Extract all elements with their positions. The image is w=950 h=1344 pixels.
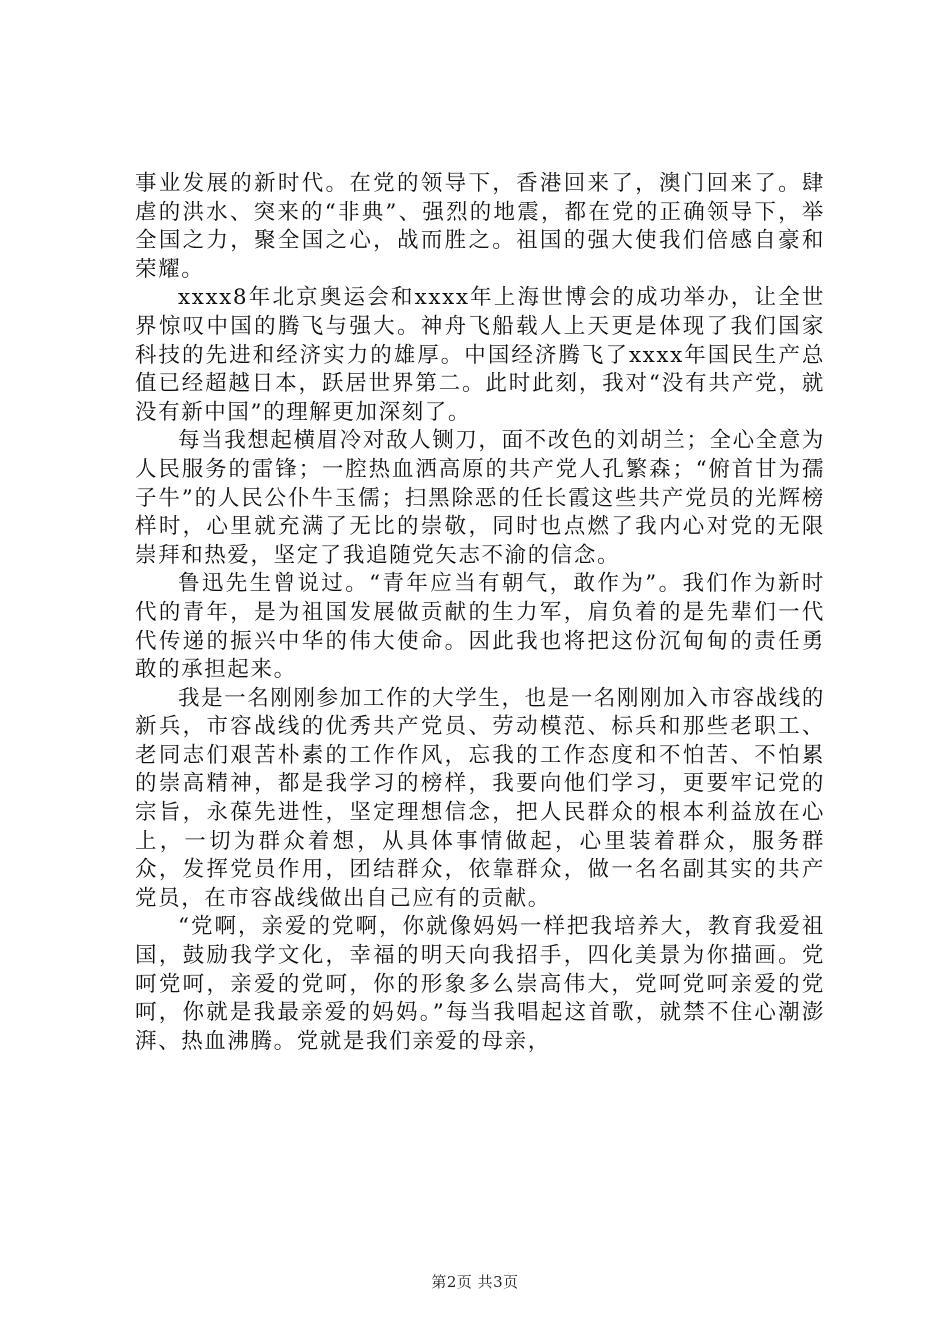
paragraph: 鲁迅先生曾说过。“青年应当有朝气，敢作为”。我们作为新时代的青年，是为祖国发展做贡献的生力军，肩负着的是先辈们一代代传递的振兴中华的伟大使命。因此我也将把这份沉甸甸的责任勇敢的承担起来。 [135,571,825,683]
paragraph: “党啊，亲爱的党啊，你就像妈妈一样把我培养大，教育我爱祖国，鼓励我学文化，幸福的明天向我招手，四化美景为你描画。党呵党呵，亲爱的党呵，你的形象多么崇高伟大，党呵党呵亲爱的党呵，你就是我最亲爱的妈妈。”每当我唱起这首歌，就禁不住心潮澎湃、热血沸腾。党就是我们亲爱的母亲， [135,914,825,1054]
paragraph: xxxx8年北京奥运会和xxxx年上海世博会的成功举办，让全世界惊叹中国的腾飞与强大。神舟飞船载人上天更是体现了我们国家科技的先进和经济实力的雄厚。中国经济腾飞了xxxx年国民生产总值已经超越日本，跃居世界第二。此时此刻，我对“没有共产党，就没有新中国”的理解更加深刻了。 [135,285,825,425]
paragraph-continuation: 事业发展的新时代。在党的领导下，香港回来了，澳门回来了。肆虐的洪水、突来的“非典”、强烈的地震，都在党的正确领导下，举全国之力，聚全国之心，战而胜之。祖国的强大使我们倍感自豪和荣耀。 [135,171,825,282]
paragraph: 每当我想起横眉冷对敌人铡刀，面不改色的刘胡兰；全心全意为人民服务的雷锋；一腔热血洒高原的共产党人孔繁森；“俯首甘为孺子牛”的人民公仆牛玉儒；扫黑除恶的任长霞这些共产党员的光辉榜样时，心里就充满了无比的崇敬，同时也点燃了我内心对党的无限崇拜和热爱，坚定了我追随党矢志不渝的信念。 [135,428,825,568]
page-number-footer: 第2页 共3页 [431,1273,519,1291]
document-body [135,170,825,1056]
paragraph: 我是一名刚刚参加工作的大学生，也是一名刚刚加入市容战线的新兵，市容战线的优秀共产党员、劳动模范、标兵和那些老职工、老同志们艰苦朴素的工作作风，忘我的工作态度和不怕苦、不怕累的崇高精神，都是我学习的榜样，我要向他们学习，更要牢记党的宗旨，永葆先进性，坚定理想信念，把人民群众的根本利益放在心上，一切为群众着想，从具体事情做起，心里装着群众，服务群众，发挥党员作用，团结群众，依靠群众，做一名名副其实的共产党员，在市容战线做出自己应有的贡献。 [135,685,825,911]
